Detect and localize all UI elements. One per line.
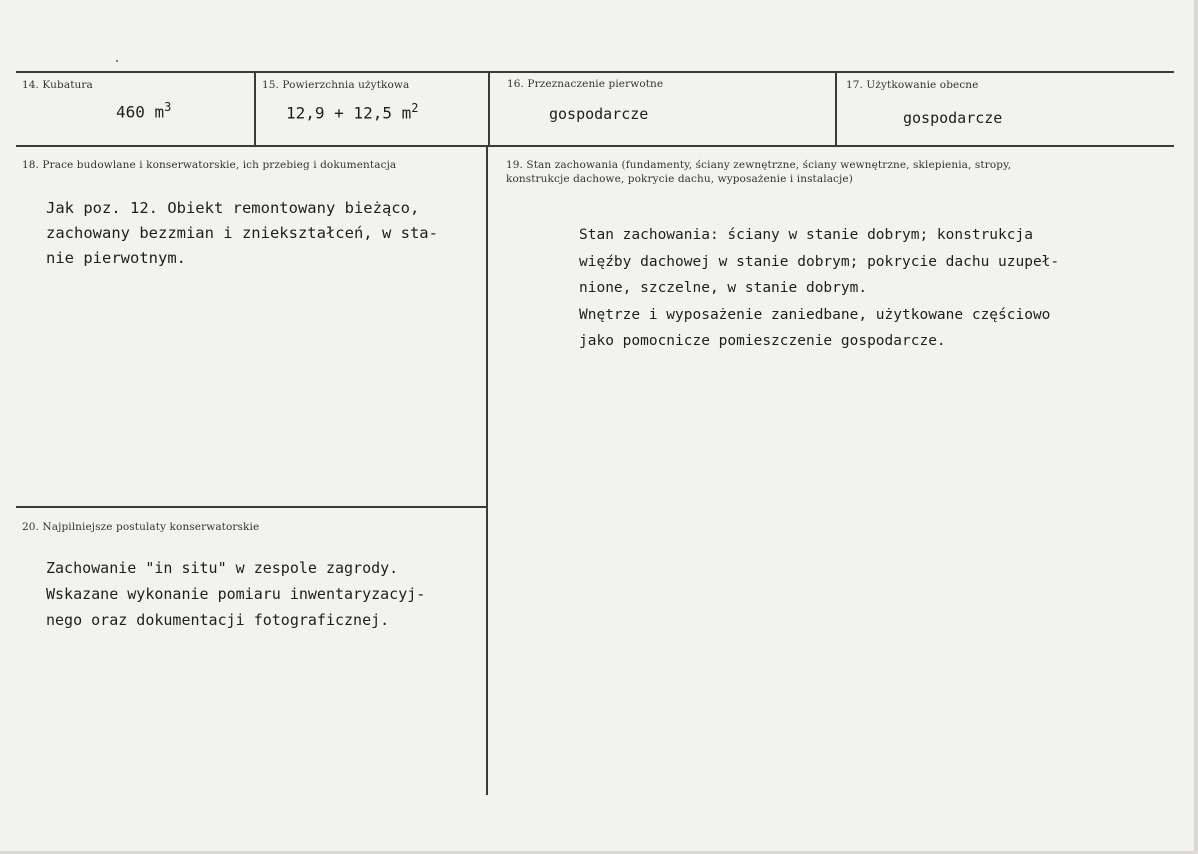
field-14-label: 14. Kubatura: [22, 79, 93, 91]
field-15-value-text: 12,9 + 12,5 m: [286, 103, 412, 123]
col-divider-14-15: [254, 71, 256, 147]
col-divider-main: [486, 145, 488, 795]
col-divider-16-17: [835, 71, 837, 147]
field-20-line: nego oraz dokumentacji fotograficznej.: [46, 611, 390, 629]
sheet-edge-right: [1194, 0, 1198, 854]
field-14-value: [116, 100, 171, 121]
row1-bottom-rule: [16, 145, 1174, 147]
field-19-text: [579, 222, 1059, 355]
field-20-label: 20. Najpilniejsze postulaty konserwatorskie: [22, 521, 260, 533]
field-20-line: Wskazane wykonanie pomiaru inwentaryzacyj-: [46, 585, 426, 603]
top-rule: [16, 71, 1174, 73]
field-20-line: Zachowanie "in situ" w zespole zagrody.: [46, 559, 399, 577]
ink-speck: [116, 60, 118, 62]
field-19-line: Wnętrze i wyposażenie zaniedbane, użytkowane częściowo: [579, 306, 1051, 323]
field-14-value-text: 460 m: [116, 102, 165, 122]
field-19-label-line: konstrukcje dachowe, pokrycie dachu, wyposażenie i instalacje): [506, 173, 853, 185]
field-15-label: 15. Powierzchnia użytkowa: [262, 79, 410, 91]
field-14-unit-sup: 3: [164, 100, 172, 114]
field-16-label: 16. Przeznaczenie pierwotne: [507, 78, 664, 90]
field-19-label: [506, 158, 1011, 186]
field-19-label-line: 19. Stan zachowania (fundamenty, ściany zewnętrzne, ściany wewnętrzne, sklepienia, stropy,: [506, 159, 1012, 171]
field-19-line: jako pomocnicze pomieszczenie gospodarcze.: [579, 333, 946, 349]
field-20-text: [46, 555, 425, 633]
field-15-unit-sup: 2: [411, 101, 419, 115]
field-19-line: więźby dachowej w stanie dobrym; pokrycie dachu uzupeł-: [579, 253, 1060, 270]
field-18-text: [46, 196, 438, 271]
field-16-value: gospodarcze: [549, 105, 649, 123]
col-divider-15-16: [488, 71, 490, 147]
section-18-20-divider: [16, 506, 486, 508]
field-17-value: gospodarcze: [903, 109, 1003, 127]
field-18-line: Jak poz. 12. Obiekt remontowany bieżąco,: [46, 199, 420, 217]
field-19-line: Stan zachowania: ściany w stanie dobrym; konstrukcja: [579, 227, 1033, 243]
field-15-value: [286, 101, 418, 122]
field-18-label: 18. Prace budowlane i konserwatorskie, ich przebieg i dokumentacja: [22, 159, 397, 171]
field-19-line: nione, szczelne, w stanie dobrym.: [579, 280, 868, 296]
field-17-label: 17. Użytkowanie obecne: [846, 79, 979, 91]
field-18-line: nie pierwotnym.: [46, 249, 186, 267]
field-18-line: zachowany bezzmian i zniekształceń, w sta-: [46, 224, 438, 242]
